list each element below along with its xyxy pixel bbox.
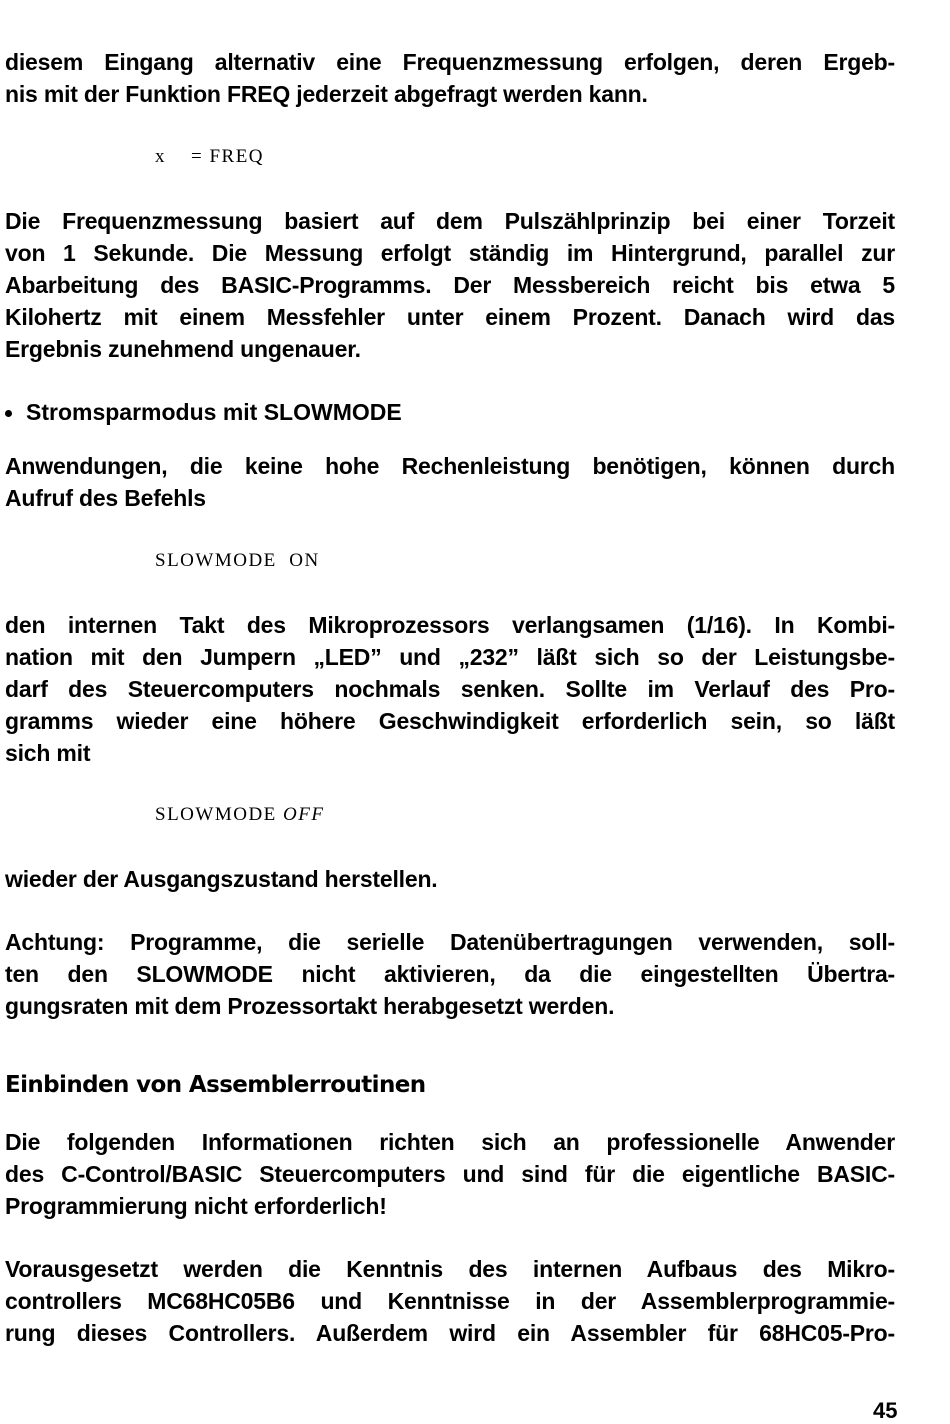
text-line: Programmierung nicht erforderlich! [5, 1193, 387, 1219]
bullet-item-slowmode [5, 396, 402, 428]
paragraph-assembler-intro [5, 1126, 895, 1222]
text-line: wieder der Ausgangszustand herstellen. [5, 866, 438, 892]
text-line: den internen Takt des Mikroprozessors verlangsamen (1/16). In Kombi- [5, 612, 895, 638]
text-line: Die Frequenzmessung basiert auf dem Pulszählprinzip bei einer Torzeit [5, 208, 895, 234]
bullet-label: Stromsparmodus mit SLOWMODE [26, 399, 402, 425]
paragraph-frequency-intro [5, 46, 895, 110]
code-argument: OFF [283, 804, 325, 825]
text-line: Kilohertz mit einem Messfehler unter einem Prozent. Danach wird das [5, 304, 895, 330]
text-line: von 1 Sekunde. Die Messung erfolgt ständig im Hintergrund, parallel zur [5, 240, 895, 266]
paragraph-frequency-details [5, 205, 895, 365]
text-line: Achtung: Programme, die serielle Datenübertragungen verwenden, soll- [5, 929, 895, 955]
paragraph-slowmode-details [5, 609, 895, 769]
code-slowmode-on: SLOWMODE ON [155, 550, 320, 571]
text-line: ten den SLOWMODE nicht aktivieren, da die eingestellten Übertra- [5, 961, 895, 987]
text-line: Die folgenden Informationen richten sich an professionelle Anwender [5, 1129, 895, 1155]
text-line: gungsraten mit dem Prozessortakt herabgesetzt werden. [5, 993, 615, 1019]
paragraph-warning [5, 926, 895, 1022]
code-keyword: SLOWMODE [155, 804, 284, 825]
text-line: Ergebnis zunehmend ungenauer. [5, 336, 361, 362]
bullet-dot-icon [5, 410, 12, 417]
text-line: sich mit [5, 740, 91, 766]
text-line: controllers MC68HC05B6 und Kenntnisse in der Assemblerprogrammie- [5, 1288, 895, 1314]
text-line: nation mit den Jumpern „LED” und „232” läßt sich so der Leistungsbe- [5, 644, 895, 670]
text-line: gramms wieder eine höhere Geschwindigkeit erforderlich sein, so läßt [5, 708, 895, 734]
text-line: diesem Eingang alternativ eine Frequenzmessung erfolgen, deren Ergeb- [5, 49, 895, 75]
text-line: des C-Control/BASIC Steuercomputers und sind für die eigentliche BASIC- [5, 1161, 895, 1187]
text-line: darf des Steuercomputers nochmals senken. Sollte im Verlauf des Pro- [5, 676, 895, 702]
text-line: Vorausgesetzt werden die Kenntnis des internen Aufbaus des Mikro- [5, 1256, 895, 1282]
text-line: nis mit der Funktion FREQ jederzeit abgefragt werden kann. [5, 81, 648, 107]
page-number: 45 [873, 1398, 898, 1423]
text-line: rung dieses Controllers. Außerdem wird ein Assembler für 68HC05-Pro- [5, 1320, 895, 1346]
text-line: Aufruf des Befehls [5, 485, 206, 511]
text-line: Abarbeitung des BASIC-Programms. Der Messbereich reicht bis etwa 5 [5, 272, 895, 298]
text-line: Anwendungen, die keine hohe Rechenleistung benötigen, können durch [5, 453, 895, 479]
paragraph-slowmode-intro [5, 450, 895, 514]
code-slowmode-off [155, 804, 324, 826]
code-freq: x = FREQ [155, 146, 265, 167]
paragraph-restore [5, 863, 895, 895]
section-heading: Einbinden von Assemblerroutinen [5, 1072, 426, 1098]
paragraph-assembler-requirements [5, 1253, 895, 1349]
